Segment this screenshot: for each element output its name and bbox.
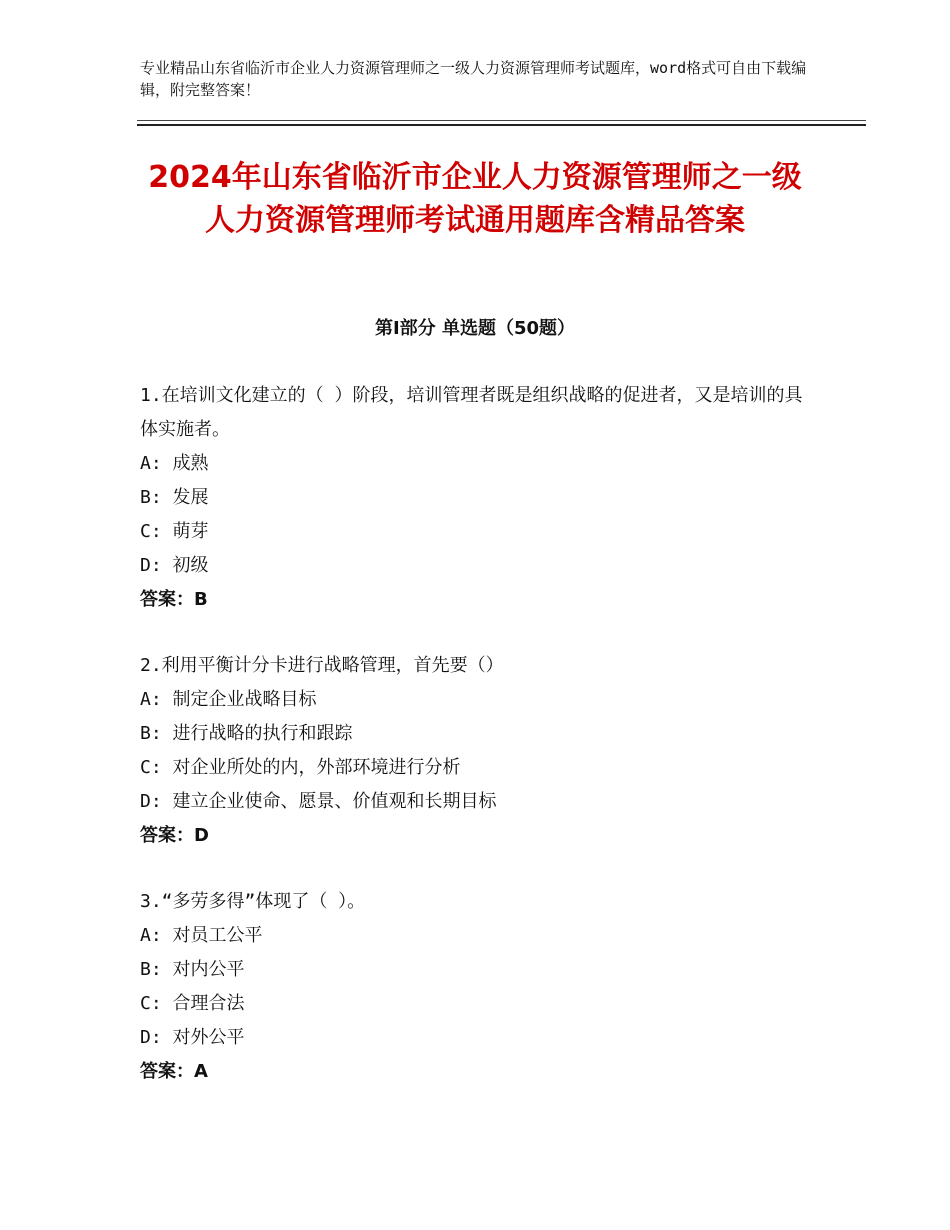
option-d: D: 对外公平 (140, 1027, 245, 1048)
option-d: D: 初级 (140, 555, 209, 576)
option-a: A: 制定企业战略目标 (140, 689, 317, 710)
answer-label: 答案：B (140, 589, 208, 610)
question-stem: 1.在培训文化建立的（ ）阶段，培训管理者既是组织战略的促进者，又是培训的具体实施者。 (140, 385, 803, 440)
question-stem: 2.利用平衡计分卡进行战略管理，首先要（） (140, 655, 504, 676)
option-a: A: 对员工公平 (140, 925, 263, 946)
option-b: B: 发展 (140, 487, 209, 508)
section-heading: 第Ⅰ部分 单选题（50题） (374, 318, 575, 339)
header-divider-thin (137, 120, 866, 121)
question-item (140, 885, 820, 1089)
answer-label: 答案：A (140, 1061, 208, 1082)
option-c: C: 对企业所处的内，外部环境进行分析 (140, 757, 461, 778)
question-list (140, 379, 820, 1121)
option-c: C: 合理合法 (140, 993, 245, 1014)
question-item (140, 649, 820, 853)
question-item (140, 379, 820, 617)
option-d: D: 建立企业使命、愿景、价值观和长期目标 (140, 791, 497, 812)
option-c: C: 萌芽 (140, 521, 209, 542)
header-divider-thick (137, 124, 866, 126)
document-title: 2024年山东省临沂市企业人力资源管理师之一级人力资源管理师考试通用题库含精品答案 (148, 160, 802, 238)
question-stem: 3.“多劳多得”体现了（ ）。 (140, 891, 366, 912)
header-note: 专业精品山东省临沂市企业人力资源管理师之一级人力资源管理师考试题库，word格式可自由下载编辑，附完整答案！ (140, 59, 807, 99)
option-b: B: 对内公平 (140, 959, 245, 980)
option-a: A: 成熟 (140, 453, 209, 474)
answer-label: 答案：D (140, 825, 209, 846)
option-b: B: 进行战略的执行和跟踪 (140, 723, 353, 744)
